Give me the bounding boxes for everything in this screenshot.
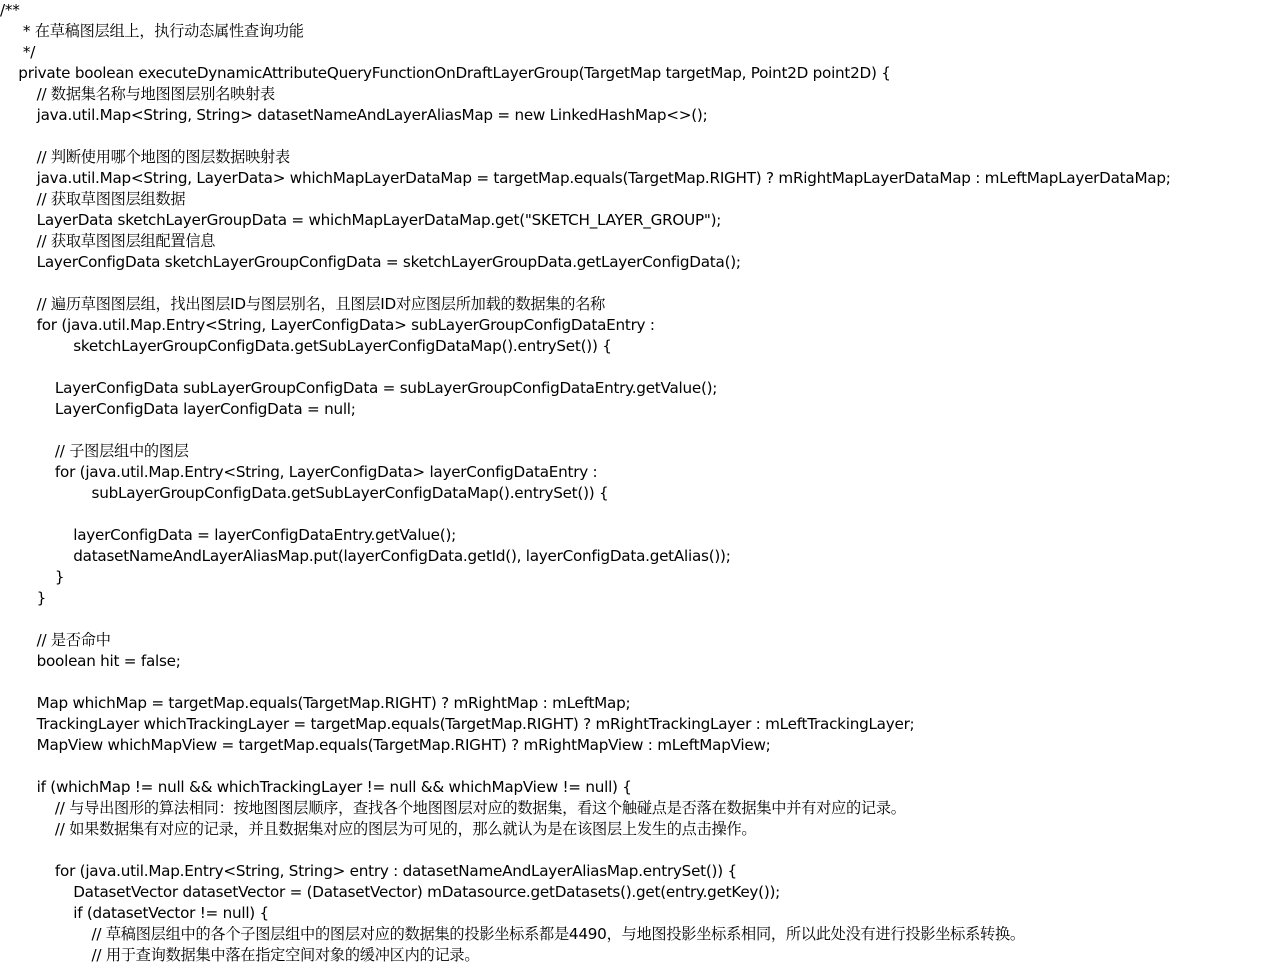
code-line: for (java.util.Map.Entry<String, LayerConfigData> layerConfigDataEntry : xyxy=(0,463,598,481)
code-line: sketchLayerGroupConfigData.getSubLayerConfigDataMap().entrySet()) { xyxy=(0,337,612,355)
code-line: boolean hit = false; xyxy=(0,652,181,670)
code-line: } xyxy=(0,589,47,607)
code-line: for (java.util.Map.Entry<String, String> entry : datasetNameAndLayerAliasMap.entrySet()) { xyxy=(0,862,737,880)
code-line: LayerData sketchLayerGroupData = whichMapLayerDataMap.get("SKETCH_LAYER_GROUP"); xyxy=(0,211,722,229)
code-line: TrackingLayer whichTrackingLayer = targetMap.equals(TargetMap.RIGHT) ? mRightTrackingLayer : mLeftTrackingLayer; xyxy=(0,715,915,733)
code-line: // 与导出图形的算法相同：按地图图层顺序，查找各个地图图层对应的数据集，看这个触碰点是否落在数据集中并有对应的记录。 xyxy=(0,799,906,817)
code-line: private boolean executeDynamicAttributeQueryFunctionOnDraftLayerGroup(TargetMap targetMap, Point2D point2D) { xyxy=(0,64,891,82)
code-line: // 数据集名称与地图图层别名映射表 xyxy=(0,85,275,103)
code-line: // 遍历草图图层组，找出图层ID与图层别名，且图层ID对应图层所加载的数据集的名称 xyxy=(0,295,606,313)
code-line: subLayerGroupConfigData.getSubLayerConfigDataMap().entrySet()) { xyxy=(0,484,609,502)
code-line: datasetNameAndLayerAliasMap.put(layerConfigData.getId(), layerConfigData.getAlias()); xyxy=(0,547,731,565)
code-line: layerConfigData = layerConfigDataEntry.getValue(); xyxy=(0,526,456,544)
code-line: LayerConfigData sketchLayerGroupConfigData = sketchLayerGroupData.getLayerConfigData(); xyxy=(0,253,741,271)
code-line: MapView whichMapView = targetMap.equals(TargetMap.RIGHT) ? mRightMapView : mLeftMapView; xyxy=(0,736,771,754)
code-line: // 获取草图图层组配置信息 xyxy=(0,232,216,250)
code-line: // 子图层组中的图层 xyxy=(0,442,189,460)
code-line: // 获取草图图层组数据 xyxy=(0,190,186,208)
code-line: // 判断使用哪个地图的图层数据映射表 xyxy=(0,148,290,166)
code-line: // 用于查询数据集中落在指定空间对象的缓冲区内的记录。 xyxy=(0,946,480,964)
code-line: /** xyxy=(0,1,20,19)
code-line: LayerConfigData layerConfigData = null; xyxy=(0,400,356,418)
code-line: */ xyxy=(0,43,36,61)
code-line: java.util.Map<String, String> datasetNameAndLayerAliasMap = new LinkedHashMap<>(); xyxy=(0,106,708,124)
code-line: java.util.Map<String, LayerData> whichMapLayerDataMap = targetMap.equals(TargetMap.RIGHT) ? mRightMapLayerDataMap : mLeftMapLayerDataMap; xyxy=(0,169,1171,187)
code-line: Map whichMap = targetMap.equals(TargetMap.RIGHT) ? mRightMap : mLeftMap; xyxy=(0,694,631,712)
code-line: } xyxy=(0,568,65,586)
code-line: for (java.util.Map.Entry<String, LayerConfigData> subLayerGroupConfigDataEntry : xyxy=(0,316,655,334)
code-line: // 是否命中 xyxy=(0,631,111,649)
code-line: * 在草稿图层组上，执行动态属性查询功能 xyxy=(0,22,304,40)
code-line: // 草稿图层组中的各个子图层组中的图层对应的数据集的投影坐标系都是4490，与地图投影坐标系相同，所以此处没有进行投影坐标系转换。 xyxy=(0,925,1025,943)
code-line: if (datasetVector != null) { xyxy=(0,904,269,922)
code-line: LayerConfigData subLayerGroupConfigData = subLayerGroupConfigDataEntry.getValue(); xyxy=(0,379,718,397)
code-line: // 如果数据集有对应的记录，并且数据集对应的图层为可见的，那么就认为是在该图层上发生的点击操作。 xyxy=(0,820,757,838)
code-line: if (whichMap != null && whichTrackingLayer != null && whichMapView != null) { xyxy=(0,778,632,796)
code-line: DatasetVector datasetVector = (DatasetVector) mDatasource.getDatasets().get(entry.getKey()); xyxy=(0,883,781,901)
